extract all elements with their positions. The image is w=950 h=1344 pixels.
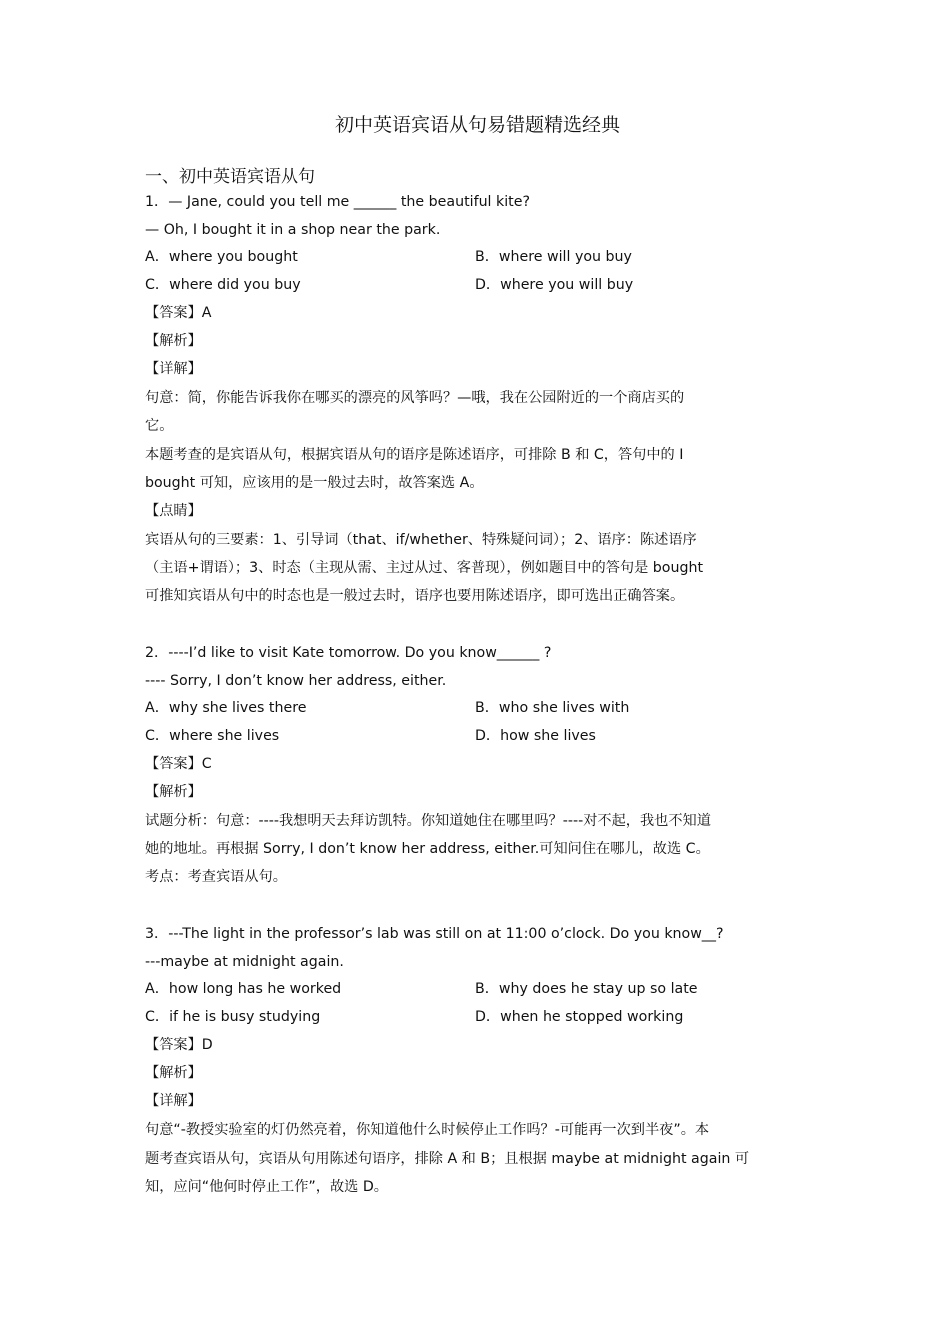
section-heading: 一、初中英语宾语从句	[145, 167, 315, 187]
q1-option-a: A．where you bought	[145, 249, 298, 265]
q1-tip-line1: 宾语从句的三要素：1、引导词（that、if/whether、特殊疑问词）；2、语序：陈述语序	[145, 532, 697, 548]
q2-explanation-line1: 试题分析：句意：----我想明天去拜访凯特。你知道她住在哪里吗？----对不起，我也不知道	[145, 813, 711, 829]
q1-explanation-line1: 句意：简，你能告诉我你在哪买的漂亮的风筝吗？—哦，我在公园附近的一个商店买的	[145, 390, 685, 406]
q1-explanation-line2: 它。	[145, 418, 174, 434]
q3-option-b: B．why does he stay up so late	[475, 981, 698, 997]
q1-option-d: D．where you will buy	[475, 277, 634, 293]
q2-stem-line2: ---- Sorry, I don’t know her address, either.	[145, 673, 447, 689]
q3-analysis-label: 【解析】	[145, 1065, 202, 1081]
q2-explanation-line2: 她的地址。再根据 Sorry, I don’t know her address, either.可知问住在哪儿，故选 C。	[145, 841, 710, 857]
q2-stem-line1: 2．----I’d like to visit Kate tomorrow. Do you know______ ?	[145, 645, 552, 661]
q2-option-d: D．how she lives	[475, 728, 596, 744]
q1-tip-line2: （主语+谓语）；3、时态（主现从需、主过从过、客普现），例如题目中的答句是 bought	[145, 560, 704, 576]
q1-option-b: B．where will you buy	[475, 249, 632, 265]
q2-option-a: A．why she lives there	[145, 700, 307, 716]
q3-answer: 【答案】D	[145, 1037, 213, 1053]
q1-detail-label: 【详解】	[145, 361, 202, 377]
q1-answer: 【答案】A	[145, 305, 212, 321]
q3-stem-line2: ---maybe at midnight again.	[145, 954, 344, 970]
q2-explanation-line3: 考点：考查宾语从句。	[145, 869, 287, 885]
q3-explanation-line2: 题考查宾语从句，宾语从句用陈述句语序，排除 A 和 B；且根据 maybe at midnight again 可	[145, 1151, 750, 1167]
q3-option-d: D．when he stopped working	[475, 1009, 684, 1025]
q1-tip-label: 【点睛】	[145, 503, 202, 519]
q1-stem-line1: 1．— Jane, could you tell me ______ the beautiful kite?	[145, 194, 530, 210]
q1-tip-line3: 可推知宾语从句中的时态也是一般过去时，语序也要用陈述语序，即可选出正确答案。	[145, 588, 685, 604]
q3-option-c: C．if he is busy studying	[145, 1009, 321, 1025]
q2-option-b: B．who she lives with	[475, 700, 630, 716]
q3-explanation-line3: 知，应问“他何时停止工作”，故选 D。	[145, 1179, 388, 1195]
q3-explanation-line1: 句意“-教授实验室的灯仍然亮着，你知道他什么时候停止工作吗？-可能再一次到半夜”。本	[145, 1122, 710, 1138]
q2-analysis-label: 【解析】	[145, 784, 202, 800]
q3-stem-line1: 3．---The light in the professor’s lab was still on at 11:00 o’clock. Do you know__?	[145, 926, 724, 942]
q1-analysis-label: 【解析】	[145, 333, 202, 349]
q2-answer: 【答案】C	[145, 756, 212, 772]
q3-option-a: A．how long has he worked	[145, 981, 342, 997]
page-title: 初中英语宾语从句易错题精选经典	[334, 114, 620, 136]
q3-detail-label: 【详解】	[145, 1093, 202, 1109]
q1-explanation-line4: bought 可知，应该用的是一般过去时，故答案选 A。	[145, 475, 484, 491]
q1-option-c: C．where did you buy	[145, 277, 301, 293]
q1-stem-line2: — Oh, I bought it in a shop near the park.	[145, 222, 441, 238]
q2-option-c: C．where she lives	[145, 728, 280, 744]
q1-explanation-line3: 本题考查的是宾语从句，根据宾语从句的语序是陈述语序，可排除 B 和 C，答句中的 I	[145, 447, 684, 463]
